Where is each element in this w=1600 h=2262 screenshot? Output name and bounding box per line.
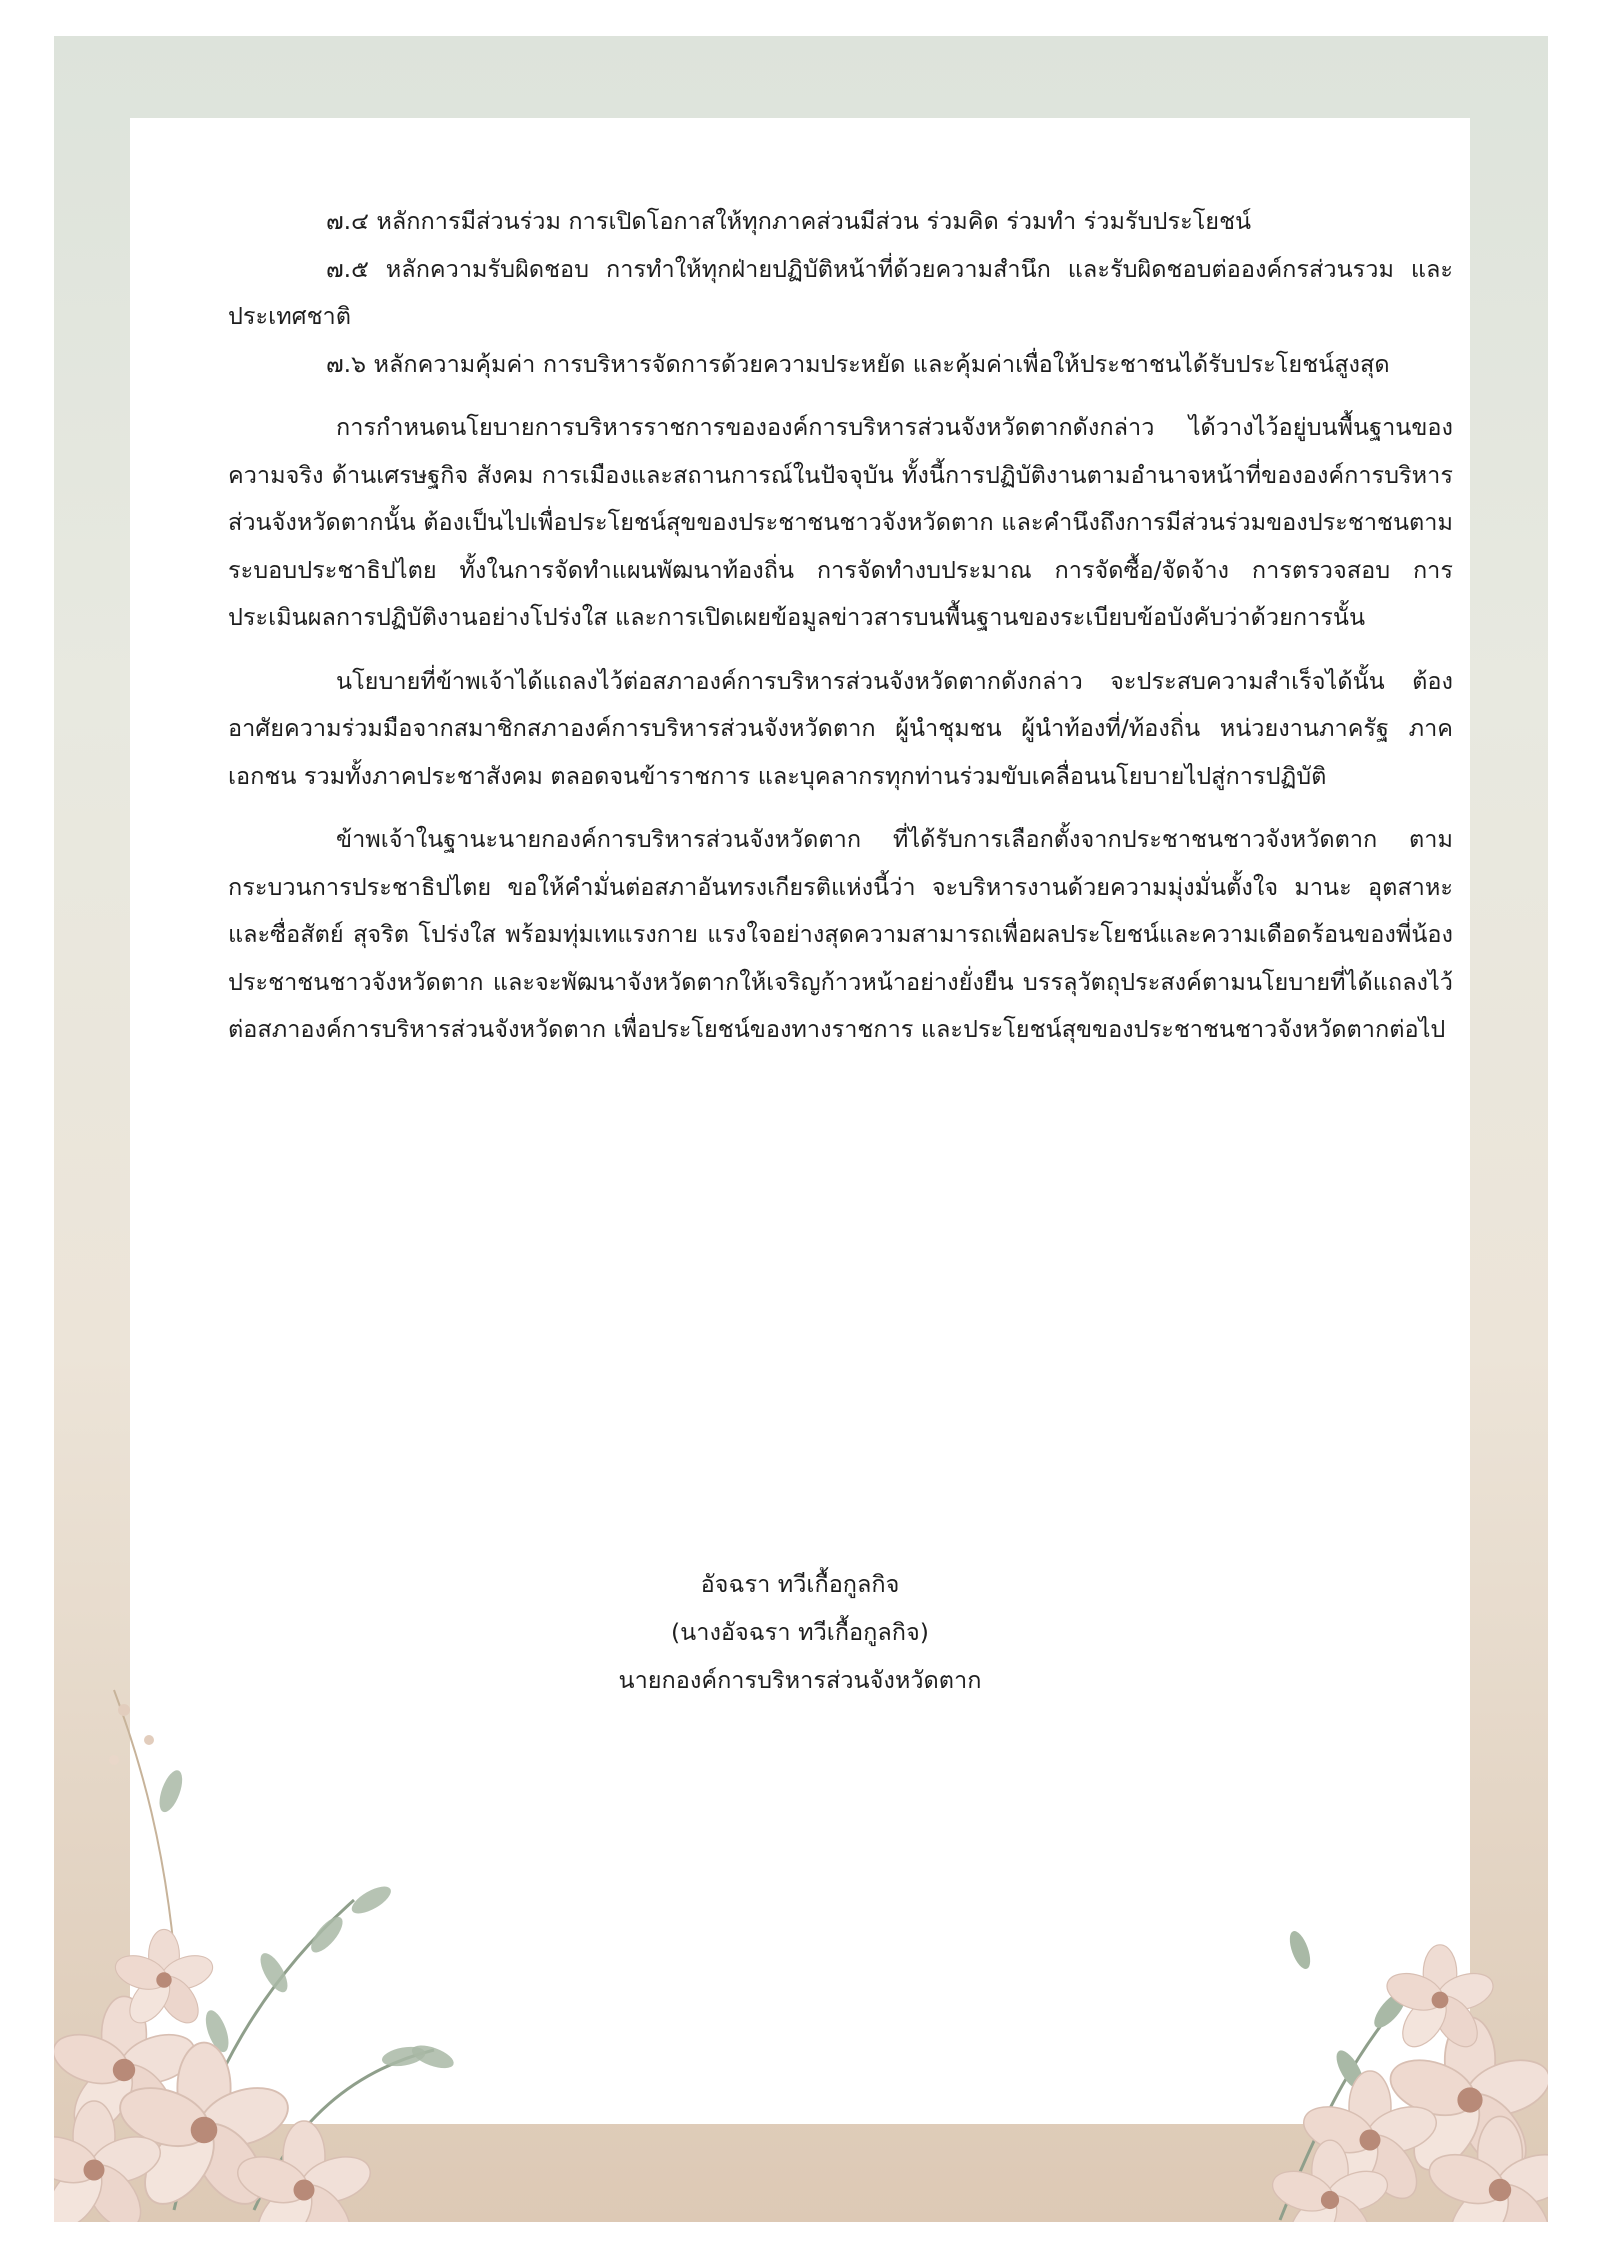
principle-7-6: ๗.๖ หลักความคุ้มค่า การบริหารจัดการด้วยความประหยัด และคุ้มค่าเพื่อให้ประชาชนได้รับประโยชน์สูงสุด [326, 349, 1390, 378]
principle-7-5: ๗.๕ หลักความรับผิดชอบ การทำให้ทุกฝ่ายปฏิบัติหน้าที่ด้วยความสำนึก และรับผิดชอบต่อองค์กรส่วนรวม และประเทศชาติ [228, 254, 1453, 330]
paragraph-pledge: ข้าพเจ้าในฐานะนายกองค์การบริหารส่วนจังหวัดตาก ที่ได้รับการเลือกตั้งจากประชาชนชาวจังหวัดตาก ตามกระบวนการประชาธิปไตย ขอให้คำมั่นต่อสภาอันทรงเกียรติแห่งนี้ว่า จะบริหารงานด้วยความมุ่งมั่นตั้งใจ มานะ อุตสาหะและซื่อสัตย์ สุจริต โปร่งใส พร้อมทุ่มเทแรงกาย แรงใจอย่างสุดความสามารถเพื่อผลประโยชน์และความเดือดร้อนของพี่น้องประชาชนชาวจังหวัดตาก และจะพัฒนาจังหวัดตากให้เจริญก้าวหน้าอย่างยั่งยืน บรรลุวัตถุประสงค์ตามนโยบายที่ได้แถลงไว้ต่อสภาองค์การบริหารส่วนจังหวัดตาก เพื่อประโยชน์ของทางราชการ และประโยชน์สุขของประชาชนชาวจังหวัดตากต่อไป [228, 825, 1453, 1043]
signature-title: นายกองค์การบริหารส่วนจังหวัดตาก [618, 1666, 982, 1694]
paragraph-cooperation: นโยบายที่ข้าพเจ้าได้แถลงไว้ต่อสภาองค์การบริหารส่วนจังหวัดตากดังกล่าว จะประสบความสำเร็จได้นั้น ต้องอาศัยความร่วมมือจากสมาชิกสภาองค์การบริหารส่วนจังหวัดตาก ผู้นำชุมชน ผู้นำท้องที่/ท้องถิ่น หน่วยงานภาครัฐ ภาคเอกชน รวมทั้งภาคประชาสังคม ตลอดจนข้าราชการ และบุคลากรทุกท่านร่วมขับเคลื่อนนโยบายไปสู่การปฏิบัติ [228, 666, 1453, 790]
principle-7-4: ๗.๔ หลักการมีส่วนร่วม การเปิดโอกาสให้ทุกภาคส่วนมีส่วน ร่วมคิด ร่วมทำ ร่วมรับประโยชน์ [326, 207, 1252, 235]
signature-name: อัจฉรา ทวีเกื้อกูลกิจ [700, 1570, 900, 1598]
signature-full-name: (นางอัจฉรา ทวีเกื้อกูลกิจ) [671, 1618, 929, 1646]
paragraph-policy-basis: การกำหนดนโยบายการบริหารราชการขององค์การบริหารส่วนจังหวัดตากดังกล่าว ได้วางไว้อยู่บนพื้นฐานของความจริง ด้านเศรษฐกิจ สังคม การเมืองและสถานการณ์ในปัจจุบัน ทั้งนี้การปฏิบัติงานตามอำนาจหน้าที่ขององค์การบริหารส่วนจังหวัดตากนั้น ต้องเป็นไปเพื่อประโยชน์สุขของประชาชนชาวจังหวัดตาก และคำนึงถึงการมีส่วนร่วมของประชาชนตามระบอบประชาธิปไตย ทั้งในการจัดทำแผนพัฒนาท้องถิ่น การจัดทำงบประมาณ การจัดซื้อ/จัดจ้าง การตรวจสอบ การประเมินผลการปฏิบัติงานอย่างโปร่งใส และการเปิดเผยข้อมูลข่าวสารบนพื้นฐานของระเบียบข้อบังคับว่าด้วยการนั้น [228, 413, 1453, 631]
document-body [228, 198, 1453, 1054]
signature-block [560, 1560, 1040, 1704]
